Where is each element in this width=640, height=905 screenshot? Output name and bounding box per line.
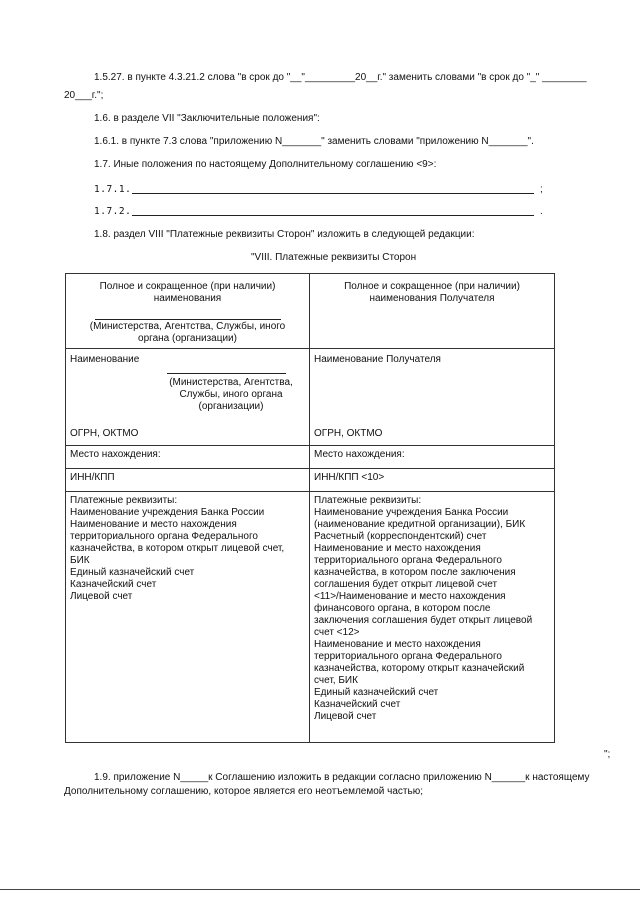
table-row [66, 492, 555, 743]
item-1-7-2-end: . [540, 206, 543, 217]
header-left-underline [95, 319, 281, 320]
name-left-subtext: (Министерства, Агентства, Службы, иного органа (организации) [169, 377, 293, 412]
name-right-label: Наименование Получателя [314, 354, 441, 365]
location-cell-right: Место нахождения: [310, 446, 555, 469]
table-row [66, 349, 555, 446]
paragraph-1-7: 1.7. Иные положения по настоящему Дополнительному соглашению <9>: [94, 159, 437, 170]
closing-quote: "; [604, 749, 611, 760]
payment-cell-right: Платежные реквизиты: Наименование учреждения Банка России (наименование кредитной организации), БИК Расчетный (корреспондентский) счет Наименование и место нахождения территориального органа Федерального казначейства, в котором после заключения соглашения будет открыт лицевой счет <11>/Наименование и место нахождения финансового органа, в котором после заключения соглашения будет открыт лицевой счет <12> Наименование и место нахождения территориального органа Федерального казначейства, которому открыт казначейский счет, БИК Единый казначейский счет Казначейский счет Лицевой счет [310, 492, 555, 743]
name-left-blank [167, 373, 286, 374]
item-1-7-2-blank [132, 215, 534, 216]
name-cell-right [310, 349, 555, 446]
header-left-subtext: (Министерства, Агентства, Службы, иного органа (организации) [89, 321, 286, 344]
payment-details-table [65, 273, 555, 743]
table-row [66, 469, 555, 492]
header-left-text: Полное и сокращенное (при наличии) наименования [99, 281, 276, 304]
payment-cell-left: Платежные реквизиты: Наименование учреждения Банка России Наименование и место нахождения территориального органа Федерального казначейства, в котором открыт лицевой счет, БИК Единый казначейский счет Казначейский счет Лицевой счет [66, 492, 310, 743]
paragraph-1-5-27: 1.5.27. в пункте 4.3.21.2 слова "в срок до "__"_________20__г." заменить словами "в срок до "_" ________ [94, 72, 587, 83]
page-bottom-divider [0, 889, 640, 890]
table-row [66, 446, 555, 469]
name-cell-left [66, 349, 310, 446]
item-1-7-1-end: ; [540, 184, 543, 195]
inn-cell-left: ИНН/КПП [66, 469, 310, 492]
item-1-7-1-blank [132, 193, 534, 194]
table-row [66, 274, 555, 349]
header-cell-left [66, 274, 310, 349]
paragraph-1-6: 1.6. в разделе VII "Заключительные положения": [94, 113, 320, 124]
paragraph-1-9: 1.9. приложение N_____к Соглашению изложить в редакции согласно приложению N______к настоящему [94, 772, 590, 783]
item-1-7-1-label: 1.7.1. [94, 184, 132, 195]
header-cell-right [310, 274, 555, 349]
header-right-text: Полное и сокращенное (при наличии) наименования Получателя [344, 281, 520, 304]
section-title: "VIII. Платежные реквизиты Сторон [251, 252, 417, 263]
item-1-7-2-label: 1.7.2. [94, 206, 132, 217]
paragraph-1-5-27-cont: 20___г."; [64, 90, 104, 101]
paragraph-1-8: 1.8. раздел VIII "Платежные реквизиты Сторон" изложить в следующей редакции: [94, 229, 475, 240]
paragraph-1-6-1: 1.6.1. в пункте 7.3 слова "приложению N_______" заменить словами "приложению N_______". [94, 136, 534, 147]
ogrn-left-label: ОГРН, ОКТМО [70, 428, 139, 439]
ogrn-right-label: ОГРН, ОКТМО [314, 428, 383, 439]
paragraph-1-9-cont: Дополнительному соглашению, которое является его неотъемлемой частью; [64, 786, 424, 797]
inn-cell-right: ИНН/КПП <10> [310, 469, 555, 492]
location-cell-left: Место нахождения: [66, 446, 310, 469]
name-left-label: Наименование [70, 354, 140, 365]
